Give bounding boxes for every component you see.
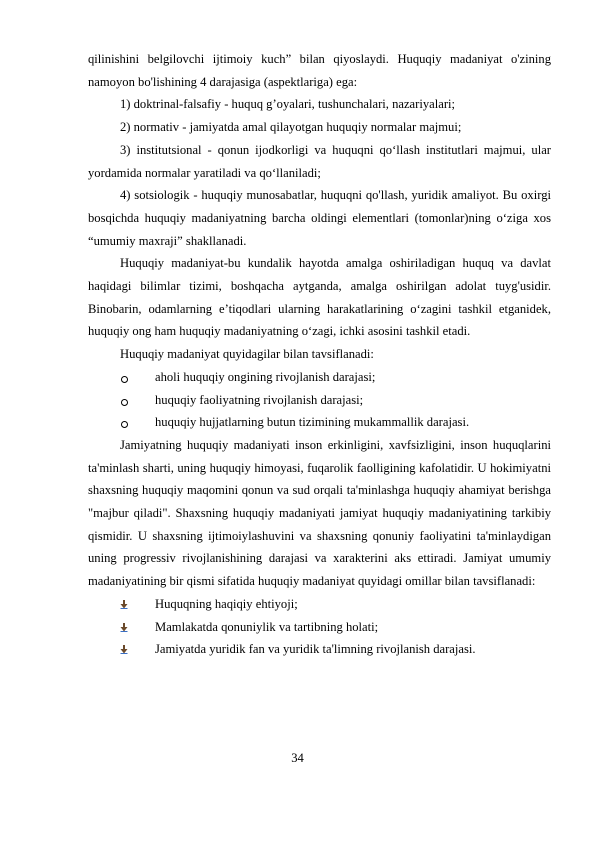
level-item-4: 4) sotsiologik - huquqiy munosabatlar, huquqni qo'llash, yuridik amaliyot. Bu oxirgi bosqichda huquqiy madaniyatning barcha oldingi elementlari (tomonlar)ning o‘ziga xos “umumiy maxraji” shakllanadi. xyxy=(88,188,551,248)
paragraph-definition: Huquqiy madaniyat-bu kundalik hayotda amalga oshiriladigan huquq va davlat haqidagi bilimlar tizimi, boshqacha aytganda, amalga oshirilgan adolat tuyg'usidir. Binobarin, odamlarning e’tiqodlari ularning harakatlarining o‘zagini tashkil etganidek, huquqiy ong ham huquqiy madaniyatning o‘zagi, ichki asosini tashkil etadi. xyxy=(88,256,551,339)
page-number: 34 xyxy=(291,751,304,765)
list-item: Jamiyatda yuridik fan va yuridik ta'limning rivojlanish darajasi. xyxy=(88,638,551,661)
level-item-3: 3) institutsional - qonun ijodkorligi va huquqni qo‘llash institutlari majmui, ular yordamida normalar yaratiladi va qo‘llaniladi; xyxy=(88,142,551,180)
list-item: Mamlakatda qonuniylik va tartibning holati; xyxy=(88,616,551,639)
page-content xyxy=(88,48,551,661)
list-item: huquqiy faoliyatning rivojlanish darajasi; xyxy=(155,392,364,407)
level-item-2: 2) normativ - jamiyatda amal qilayotgan huquqiy normalar majmui; xyxy=(120,120,462,135)
list-item: aholi huquqiy ongining rivojlanish darajasi; xyxy=(155,369,376,384)
list-item: Huquqning haqiqiy ehtiyoji; xyxy=(88,593,551,616)
paragraph-society-culture: Jamiyatning huquqiy madaniyati inson erkinligini, xavfsizligini, inson huquqlarini ta'minlash sharti, uning huquqiy himoyasi, fuqarolik faolligining kafolatidir. U hokimiyatni shaxsning huquqiy maqomini qonun va sud orqali ta'minlashga huquqiy ahamiyat berishga "majbur qiladi". Shaxsning huquqiy madaniyati jamiyat huquqiy madaniyatining tarkibiy qismidir. U shaxsning ijtimoiylashuvini va shaxsning qonuniy faoliyatini ta'minlaydigan uning progressiv rivojlanishining darajasi va xarakterini aks ettiradi. Jamiyat umumiy madaniyatining bir qismi sifatida huquqiy madaniyat quyidagi omillar bilan tavsiflanadi: xyxy=(88,437,551,589)
paragraph-intro: qilinishini belgilovchi ijtimoiy kuch” bilan qiyoslaydi. Huquqiy madaniyat o'zining namoyon bo'lishining 4 darajasiga (aspektlariga) ega: xyxy=(88,52,551,89)
paragraph-characterized: Huquqiy madaniyat quyidagilar bilan tavsiflanadi: xyxy=(120,347,374,362)
level-item-1: 1) doktrinal-falsafiy - huquq g’oyalari, tushunchalari, nazariyalari; xyxy=(120,97,456,112)
list-item: huquqiy hujjatlarning butun tizimining mukammallik darajasi. xyxy=(155,415,470,430)
